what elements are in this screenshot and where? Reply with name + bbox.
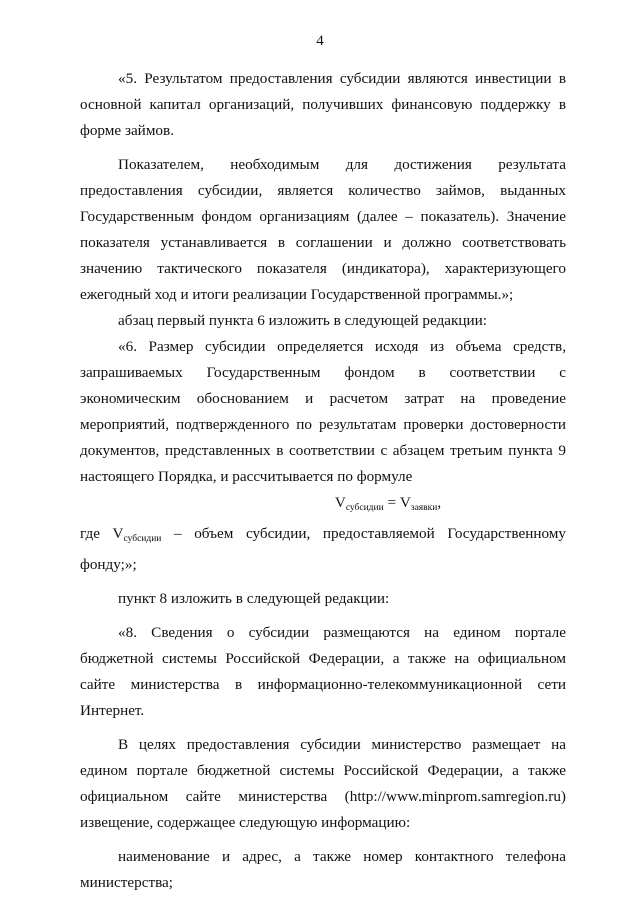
formula-left-var: V xyxy=(334,494,346,511)
paragraph-result: «5. Результатом предоставления субсидии являются инвестиции в основной капитал организаций, получивших финансовую поддержку в форме займов. xyxy=(80,70,566,139)
paragraph-indicator: Показателем, необходимым для достижения результата предоставления субсидии, является количество займов, выданных Государственным фондом организациям (далее – показатель). Значение показателя устанавливается в соглашении и должно соответствовать значению тактического показателя (индикатора), характеризующего ежегодный ход и итоги реализации Государственной программы.»; xyxy=(80,156,566,303)
formula-equals: = xyxy=(383,494,400,511)
where-lead: где V xyxy=(80,525,124,542)
paragraph-notice: В целях предоставления субсидии министерство размещает на едином портале бюджетной системы Российской Федерации, а также официальном сайте министерства (http://www.minprom.samregion.ru) извещение, содержащее следующую информацию: xyxy=(80,736,566,831)
paragraph-subsidy-size: «6. Размер субсидии определяется исходя из объема средств, запрашиваемых Государственным фондом в соответствии с экономическим обоснованием и расчетом затрат на проведение мероприятий, подтвержденного по результатам проверки достоверности документов, представленных в соответствии с абзацем третьим пункта 9 настоящего Порядка, и рассчитывается по формуле xyxy=(80,338,566,485)
formula xyxy=(80,490,566,521)
where-rest: – объем субсидии, предоставляемой Государственному фонду;»; xyxy=(80,525,566,573)
paragraph-amendment-6: абзац первый пункта 6 изложить в следующей редакции: xyxy=(118,312,488,329)
paragraph-contact: наименование и адрес, а также номер контактного телефона министерства; xyxy=(80,848,566,891)
formula-right-sub: заявки xyxy=(410,503,438,513)
document-body xyxy=(80,66,566,896)
where-sub: субсидии xyxy=(123,534,162,544)
paragraph-info-publication: «8. Сведения о субсидии размещаются на едином портале бюджетной системы Российской Федерации, а также на официальном сайте министерства в информационно-телекоммуникационной сети Интернет. xyxy=(80,624,566,719)
formula-left-sub: субсидии xyxy=(345,503,384,513)
paragraph-where xyxy=(80,521,566,578)
formula-end: , xyxy=(437,494,442,511)
page-number: 4 xyxy=(316,33,324,49)
paragraph-amendment-8: пункт 8 изложить в следующей редакции: xyxy=(118,590,390,607)
formula-right-var: V xyxy=(399,494,411,511)
